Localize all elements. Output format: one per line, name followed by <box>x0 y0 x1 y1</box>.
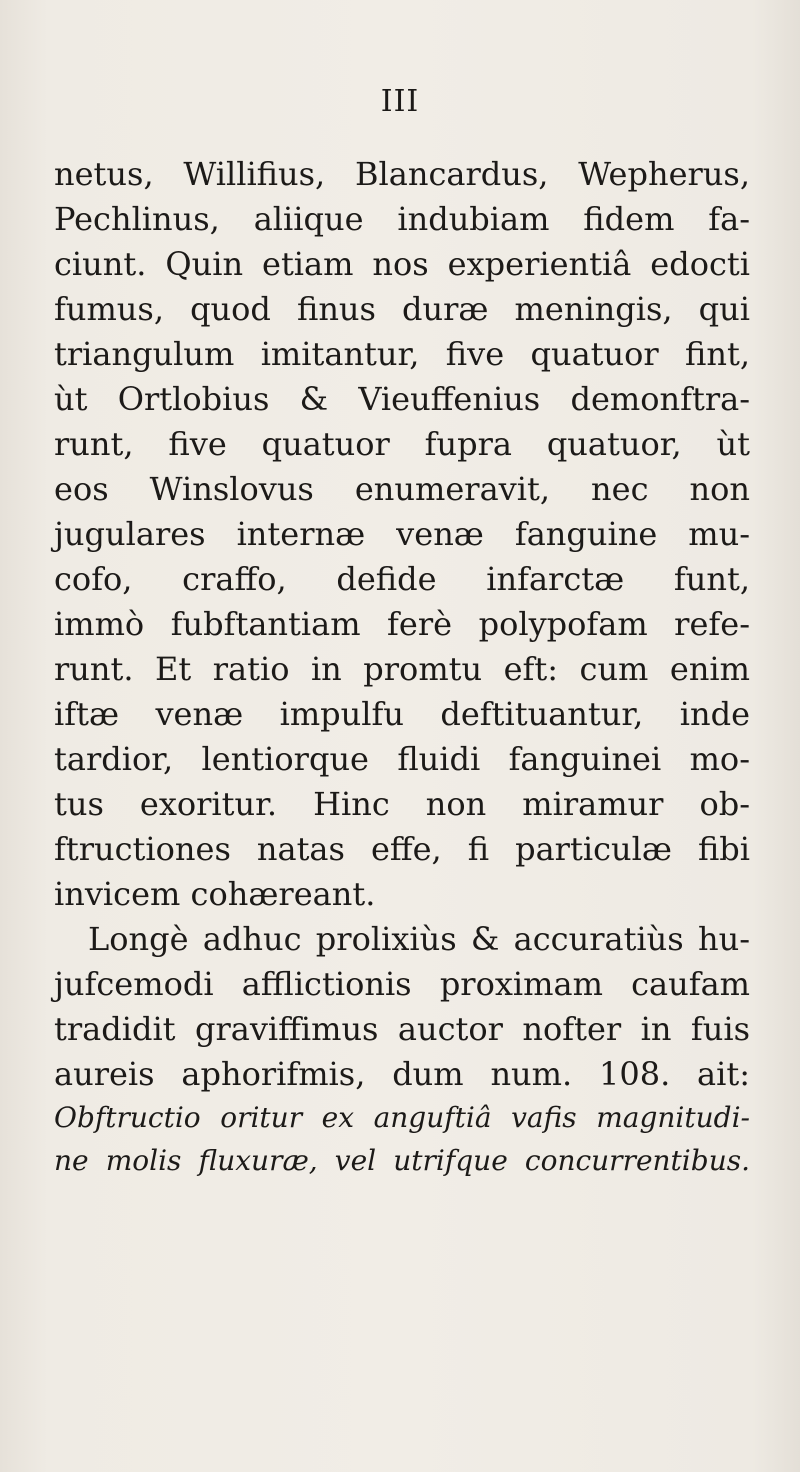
page-number: III <box>380 84 420 119</box>
text-line-9: jugulares internæ venæ fanguine mu- <box>54 515 750 553</box>
text-line-2: Pechlinus, aliique indubiam fidem fa- <box>54 200 750 238</box>
text-line-5: triangulum imitantur, five quatuor fint, <box>54 335 750 373</box>
text-line-14: tardior, lentiorque fluidi fanguinei mo- <box>54 740 750 778</box>
text-line-6: ùt Ortlobius & Vieuffenius demonftra- <box>54 380 750 418</box>
text-line-7: runt, five quatuor fupra quatuor, ùt <box>54 425 750 463</box>
text-line-10: cofo, craffo, defide infarctæ funt, <box>54 560 750 598</box>
text-line-19: jufcemodi afflictionis proximam caufam <box>54 965 750 1003</box>
italic-quote-line-2: ne molis fluxuræ, vel utrifque concurrentibus. <box>54 1144 750 1177</box>
italic-quote-line-1: Obftructio oritur ex anguftiâ vafis magnitudi- <box>54 1101 750 1134</box>
text-line-8: eos Winslovus enumeravit, nec non <box>54 470 750 508</box>
text-line-11: immò fubftantiam ferè polypofam refe- <box>54 605 750 643</box>
text-line-1: netus, Willifius, Blancardus, Wepherus, <box>54 155 750 193</box>
text-line-21: aureis aphorifmis, dum num. 108. ait: <box>54 1055 750 1093</box>
text-line-4: fumus, quod finus duræ meningis, qui <box>54 290 750 328</box>
text-line-16: ftructiones natas effe, fi particulæ fibi <box>54 830 750 868</box>
text-line-3: ciunt. Quin etiam nos experientiâ edocti <box>54 245 750 283</box>
text-line-12: runt. Et ratio in promtu eft: cum enim <box>54 650 750 688</box>
text-line-15: tus exoritur. Hinc non miramur ob- <box>54 785 750 823</box>
text-line-20: tradidit graviffimus auctor nofter in fuis <box>54 1010 750 1048</box>
text-line-18: Longè adhuc prolixiùs & accuratiùs hu- <box>88 920 750 958</box>
text-line-17: invicem cohæreant. <box>54 875 376 913</box>
text-line-13: iftæ venæ impulfu deftituantur, inde <box>54 695 750 733</box>
